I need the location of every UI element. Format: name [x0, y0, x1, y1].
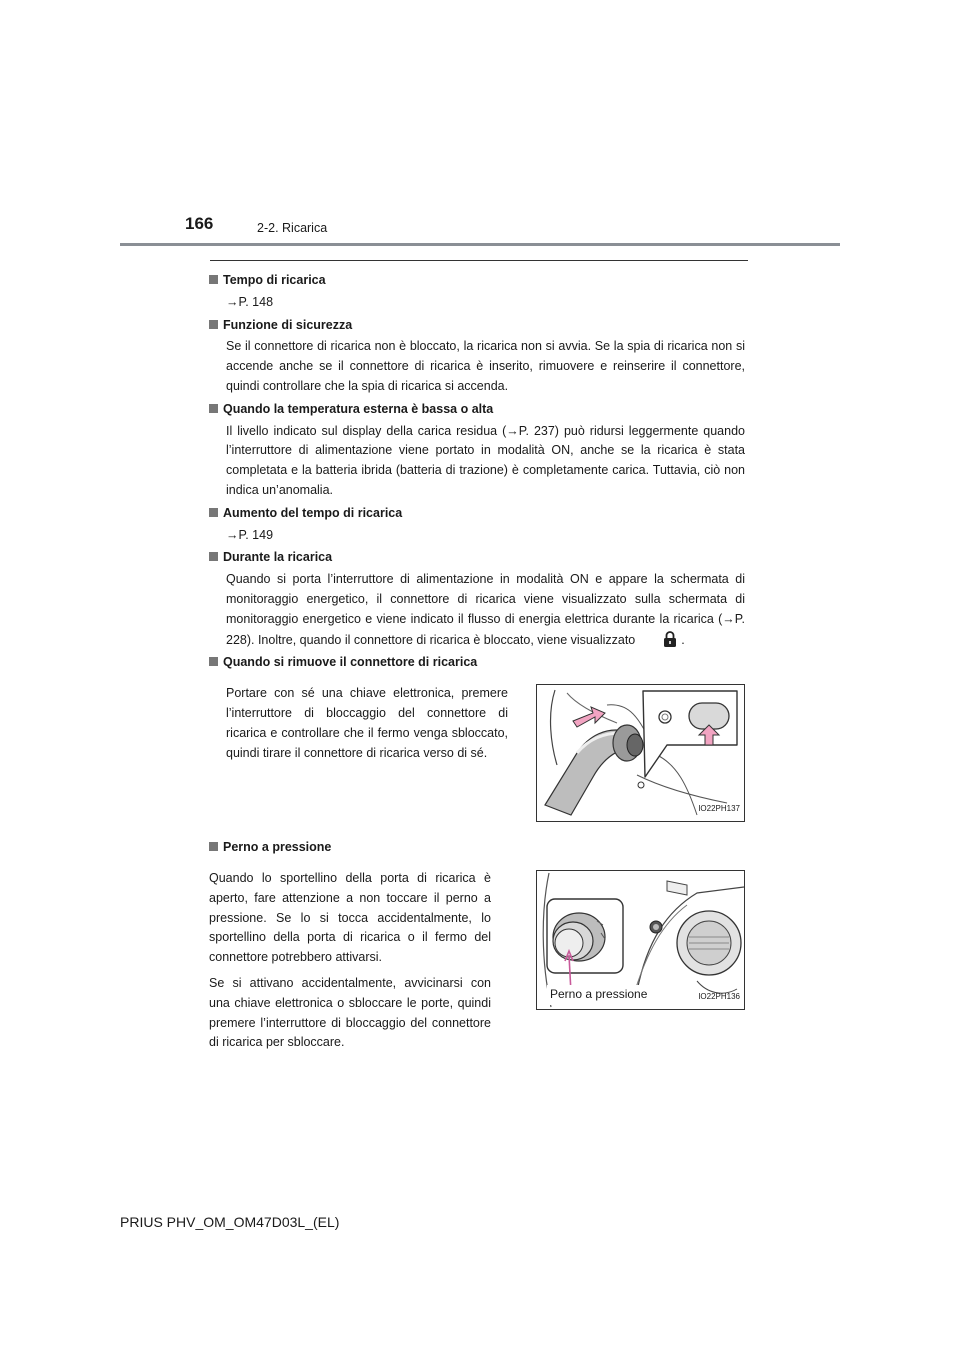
square-bullet-icon	[209, 320, 218, 329]
paragraph: Se si attivano accidentalmente, avvicinarsi con una chiave elettronica o sbloccare le porte, quindi premere l’interruttore di bloccaggio del connettore di ricarica per sbloccare.	[209, 975, 491, 1050]
content-rule	[210, 260, 748, 261]
paragraph: Portare con sé una chiave elettronica, premere l’interruttore di bloccaggio del connettore di ricarica e controllare che il fermo venga sbloccato, quindi tirare il connettore di ricarica verso di sé.	[226, 686, 508, 760]
square-bullet-icon	[209, 657, 218, 666]
page-number: 166	[185, 214, 214, 233]
paragraph: Se il connettore di ricarica non è bloccato, la ricarica non si avvia. Se la spia di ricarica non si accende anche se il connettore di ricarica è inserito, rimuovere e reinserire il connettore, quindi controllare che la spia di ricarica si accenda.	[226, 339, 745, 393]
heading-tempo-ricarica: Tempo di ricarica	[209, 271, 745, 291]
square-bullet-icon	[209, 552, 218, 561]
callout-label: Perno a pressione	[547, 985, 650, 1005]
paragraph: Il livello indicato sul display della carica residua (→P. 237) può ridursi leggermente quando l’interruttore di alimentazione viene portato in modalità ON, anche se la ricarica è stata completata e la batteria ibrida (batteria di trazione) è completamente carica. Tuttavia, ciò non indica un’anomalia.	[226, 423, 745, 497]
section-with-figure	[209, 673, 745, 822]
page-reference[interactable]: →P. 149	[226, 527, 274, 542]
header-rule	[120, 243, 840, 246]
figure-connector-release	[536, 684, 745, 822]
square-bullet-icon	[209, 275, 218, 284]
content	[209, 268, 745, 1054]
lock-icon	[663, 630, 677, 648]
figure-pressure-pin	[536, 870, 745, 1010]
section-title: 2-2. Ricarica	[257, 221, 328, 235]
paragraph: Quando lo sportellino della porta di ricarica è aperto, fare attenzione a non toccare il perno a pressione. Se lo si tocca accidentalmente, lo sportellino della porta di ricarica o il fermo del connettore potrebbero attivarsi.	[209, 870, 491, 965]
heading-funzione-sicurezza: Funzione di sicurezza	[209, 316, 745, 336]
section-with-figure	[209, 858, 745, 1054]
heading-temperatura: Quando la temperatura esterna è bassa o alta	[209, 400, 745, 420]
heading-durante-ricarica: Durante la ricarica	[209, 548, 745, 568]
page-reference[interactable]: →P. 148	[226, 294, 274, 309]
footer-doc-id: PRIUS PHV_OM_OM47D03L_(EL)	[120, 1214, 340, 1230]
heading-aumento-tempo: Aumento del tempo di ricarica	[209, 504, 745, 524]
figure-code: IO22PH137	[698, 804, 740, 814]
heading-perno-pressione: Perno a pressione	[209, 838, 745, 858]
square-bullet-icon	[209, 842, 218, 851]
square-bullet-icon	[209, 404, 218, 413]
figure-code: IO22PH136	[698, 992, 740, 1002]
paragraph: Quando si porta l’interruttore di alimentazione in modalità ON e appare la schermata di monitoraggio energetico, il connettore di ricarica viene visualizzato sulla schermata di monitoraggio energetico e viene indicato il flusso di energia elettrica durante la ricarica (→P. 228). Inoltre, quando il connettore di ricarica è bloccato, viene visualizzato .	[226, 572, 745, 647]
paragraph-group	[209, 858, 491, 1054]
heading-rimuove-connettore: Quando si rimuove il connettore di ricarica	[209, 653, 745, 673]
square-bullet-icon	[209, 508, 218, 517]
